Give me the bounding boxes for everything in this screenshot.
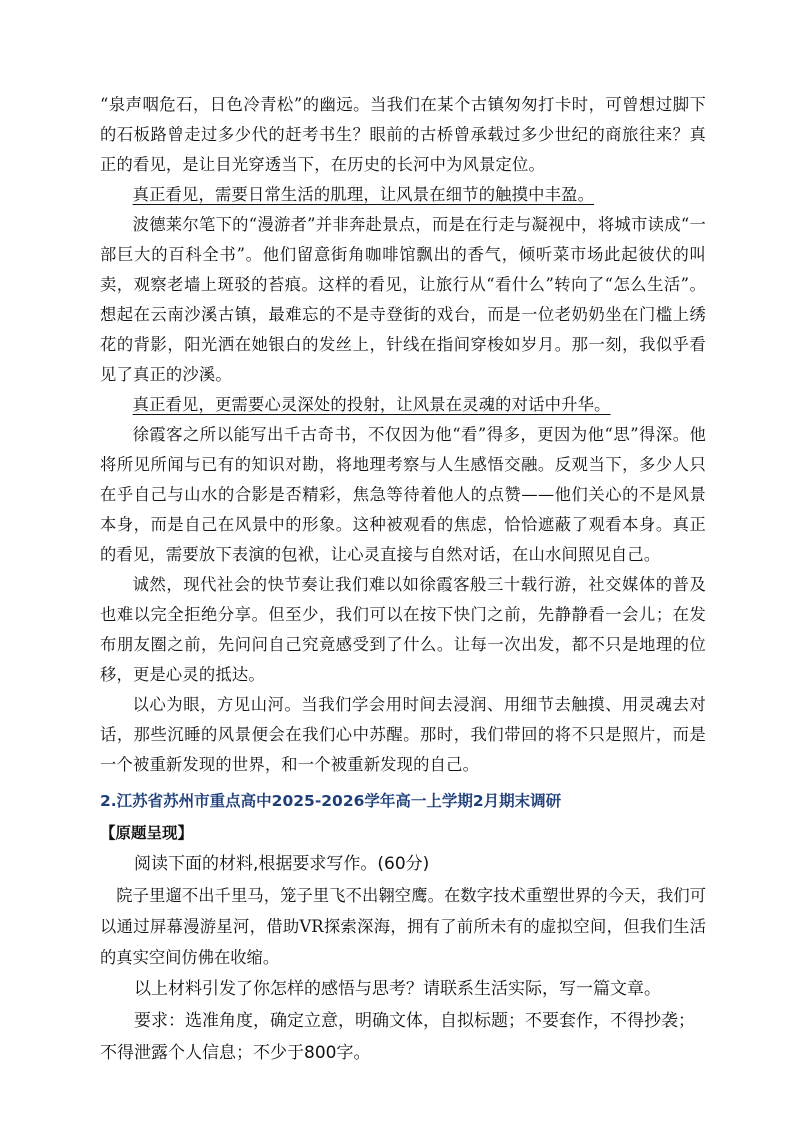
- writing-prompt: [100, 848, 706, 1069]
- essay-body: [100, 90, 706, 780]
- essay-paragraph: 波德莱尔笔下的“漫游者”并非奔赴景点，而是在行走与凝视中，将城市读成“一部巨大的百科全书”。他们留意街角咖啡馆飘出的香气，倾听菜市场此起彼伏的叫卖，观察老墙上斑驳的苔痕。这样的看见，让旅行从“看什么”转向了“怎么生活”。想起在云南沙溪古镇，最难忘的不是寺登街的戏台，而是一位老奶奶坐在门槛上绣花的背影，阳光洒在她银白的发丝上，针线在指间穿梭如岁月。那一刻，我似乎看见了真正的沙溪。: [100, 215, 706, 384]
- essay-paragraph: “泉声咽危石，日色冷青松”的幽远。当我们在某个古镇匆匆打卡时，可曾想过脚下的石板路曾走过多少代的赶考书生？眼前的古桥曾承载过多少世纪的商旅往来？真正的看见，是让目光穿透当下，在历史的长河中为风景定位。: [100, 95, 706, 174]
- essay-paragraph: 以心为眼，方见山河。当我们学会用时间去浸润、用细节去触摸、用灵魂去对话，那些沉睡的风景便会在我们心中苏醒。那时，我们带回的将不只是照片，而是一个被重新发现的世界，和一个被重新发现的自己。: [100, 695, 706, 774]
- thesis-text: 真正看见，更需要心灵深处的投射，让风景在灵魂的对话中升华。: [132, 395, 611, 414]
- essay-thesis: [100, 390, 706, 420]
- prompt-instruction: 阅读下面的材料,根据要求写作。(60分): [134, 854, 430, 874]
- thesis-text: 真正看见，需要日常生活的肌理，让风景在细节的触摸中丰盈。: [132, 185, 595, 204]
- document-page: [100, 90, 706, 1069]
- essay-thesis: [100, 180, 706, 210]
- section-tag: 【原题呈现】: [100, 824, 194, 842]
- prompt-question: 以上材料引发了你怎样的感悟与思考？请联系生活实际，写一篇文章。: [134, 979, 661, 999]
- prompt-requirements: 要求：选准角度，确定立意，明确文体，自拟标题；不要套作，不得抄袭；不得泄露个人信息；不少于800字。: [100, 1011, 695, 1063]
- essay-paragraph: 诚然，现代社会的快节奏让我们难以如徐霞客般三十载行游，社交媒体的普及也难以完全拒绝分享。但至少，我们可以在按下快门之前，先静静看一会儿；在发布朋友圈之前，先问问自己究竟感受到了什么。让每一次出发，都不只是地理的位移，更是心灵的抵达。: [100, 575, 706, 684]
- section-title: 2.江苏省苏州市重点高中2025-2026学年高一上学期2月期末调研: [100, 792, 562, 810]
- prompt-material: 院子里遛不出千里马，笼子里飞不出翱空鹰。在数字技术重塑世界的今天，我们可以通过屏幕漫游星河，借助VR探索深海，拥有了前所未有的虚拟空间，但我们生活的真实空间仿佛在收缩。: [100, 886, 706, 967]
- essay-paragraph: 徐霞客之所以能写出千古奇书，不仅因为他“看”得多，更因为他“思”得深。他将所见所闻与已有的知识对勘，将地理考察与人生感悟交融。反观当下，多少人只在乎自己与山水的合影是否精彩，焦急等待着他人的点赞——他们关心的不是风景本身，而是自己在风景中的形象。这种被观看的焦虑，恰恰遮蔽了观看本身。真正的看见，需要放下表演的包袱，让心灵直接与自然对话，在山水间照见自己。: [100, 425, 706, 564]
